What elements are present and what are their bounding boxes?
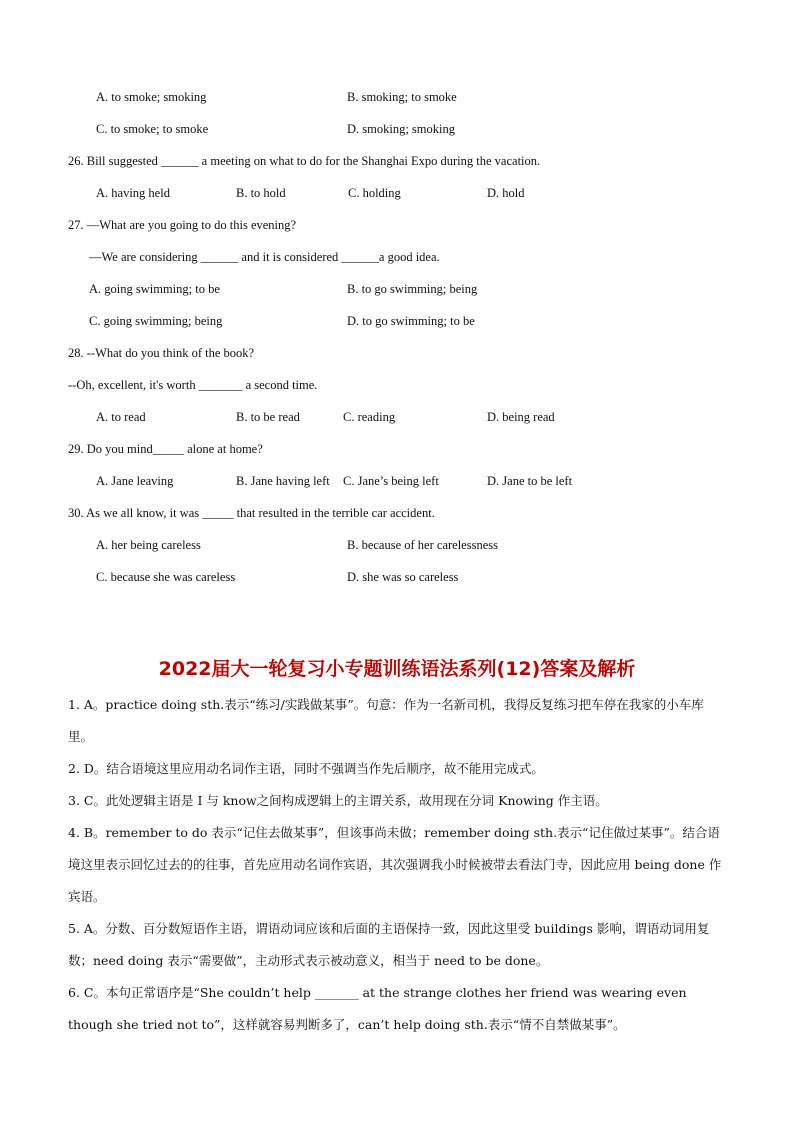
q27-option-c: C. going swimming; being xyxy=(89,314,223,328)
q26-option-d: D. hold xyxy=(487,186,525,200)
q27-option-a: A. going swimming; to be xyxy=(89,282,220,296)
answer-item: 6. C。本句正常语序是“She couldn’t help _______ at the strange clothes her friend was wearing even though she tried not to”，这样就容易判断多了，can’t help doing sth.表示“情不自禁做某事”。 xyxy=(68,985,687,1032)
q25-option-a: A. to smoke; smoking xyxy=(96,90,207,104)
answer-item: 1. A。practice doing sth.表示“练习/实践做某事”。句意：作为一名新司机，我得反复练习把车停在我家的小车库里。 xyxy=(68,697,704,744)
q25-option-c: C. to smoke; to smoke xyxy=(96,122,209,136)
q25-option-d: D. smoking; smoking xyxy=(347,122,455,136)
answer-item: 2. D。结合语境这里应用动名词作主语，同时不强调当作先后顺序，故不能用完成式。 xyxy=(68,761,544,776)
q29-stem: 29. Do you mind_____ alone at home? xyxy=(68,442,263,456)
q29-option-c: C. Jane’s being left xyxy=(343,474,439,488)
q28-stem: 28. --What do you think of the book? xyxy=(68,346,255,360)
q26-option-b: B. to hold xyxy=(236,186,286,200)
q30-option-b: B. because of her carelessness xyxy=(347,538,498,552)
q27-option-b: B. to go swimming; being xyxy=(347,282,478,296)
answer-item: 4. B。remember to do 表示“记住去做某事”，但该事尚未做；remember doing sth.表示“记住做过某事”。结合语境这里表示回忆过去的的往事，首先应用动名词作宾语，其次强调我小时候被带去看法门寺，因此应用 being done 作宾语。 xyxy=(68,825,722,904)
q26-stem: 26. Bill suggested ______ a meeting on what to do for the Shanghai Expo during the vacation. xyxy=(68,154,541,168)
q29-option-a: A. Jane leaving xyxy=(96,474,174,488)
q25-option-b: B. smoking; to smoke xyxy=(347,90,457,104)
q28-dialogue: --Oh, excellent, it's worth _______ a second time. xyxy=(68,378,318,392)
q28-option-b: B. to be read xyxy=(236,410,300,424)
q27-stem: 27. —What are you going to do this evening? xyxy=(68,218,297,232)
q28-option-a: A. to read xyxy=(96,410,146,424)
q29-option-b: B. Jane having left xyxy=(236,474,330,488)
q30-stem: 30. As we all know, it was _____ that resulted in the terrible car accident. xyxy=(68,506,435,520)
q30-option-c: C. because she was careless xyxy=(96,570,236,584)
q26-option-a: A. having held xyxy=(96,186,170,200)
answer-item: 5. A。分数、百分数短语作主语，谓语动词应该和后面的主语保持一致，因此这里受 buildings 影响，谓语动词用复数；need doing 表示“需要做”，主动形式表示被动意义，相当于 need to be done。 xyxy=(68,921,710,968)
section-title: 2022届大一轮复习小专题训练语法系列(12)答案及解析 xyxy=(158,658,636,680)
answer-item: 3. C。此处逻辑主语是 I 与 know之间构成逻辑上的主谓关系，故用现在分词 Knowing 作主语。 xyxy=(68,793,608,808)
q26-option-c: C. holding xyxy=(348,186,401,200)
q30-option-d: D. she was so careless xyxy=(347,570,459,584)
q30-option-a: A. her being careless xyxy=(96,538,201,552)
q27-option-d: D. to go swimming; to be xyxy=(347,314,475,328)
q29-option-d: D. Jane to be left xyxy=(487,474,573,488)
q28-option-d: D. being read xyxy=(487,410,555,424)
q27-dialogue: —We are considering ______ and it is considered ______a good idea. xyxy=(89,250,440,264)
q28-option-c: C. reading xyxy=(343,410,396,424)
